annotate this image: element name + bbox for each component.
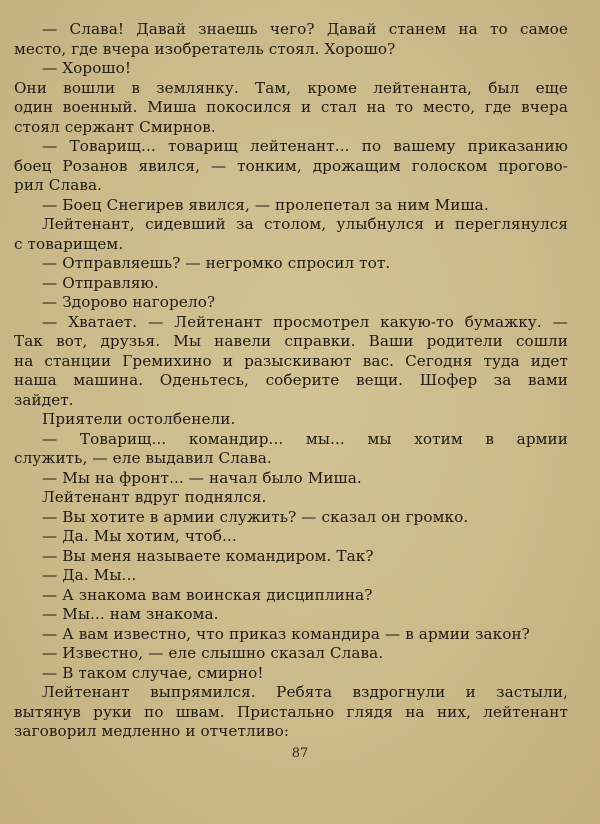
page-number: 87: [291, 746, 309, 761]
text-line: — Боец Снегирев явился, — пролепетал за ним Миша.: [42, 195, 489, 214]
text-line: — Да. Мы...: [42, 566, 137, 584]
text-line: Лейтенант выпрямился. Ребята вздрогнули и застыли,: [42, 683, 568, 701]
text-line: с товарищем.: [14, 234, 124, 253]
text-line: — Да. Мы хотим, чтоб...: [42, 527, 237, 545]
text-line: — А знакома вам воинская дисциплина?: [42, 585, 373, 604]
text-line: — В таком случае, смирно!: [42, 663, 264, 682]
text-line: служить, — еле выдавил Слава.: [14, 449, 272, 467]
text-line: заговорил медленно и отчетливо:: [14, 722, 290, 740]
text-line: наша машина. Оденьтесь, соберите вещи. Шофер за вами: [14, 371, 568, 389]
text-line: — Вы хотите в армии служить? — сказал он громко.: [42, 507, 469, 526]
text-line: — Здорово нагорело?: [42, 293, 216, 311]
text-line: — Слава! Давай знаешь чего? Давай станем на то самое: [42, 20, 568, 38]
text-line: — Отправляю.: [42, 273, 159, 292]
text-line: один военный. Миша покосился и стал на то место, где вчера: [14, 98, 568, 116]
text-line: — А вам известно, что приказ командира — в армии закон?: [42, 624, 530, 643]
text-line: Лейтенант, сидевший за столом, улыбнулся и переглянулся: [42, 215, 568, 233]
text-line: — Товарищ... товарищ лейтенант... по вашему приказанию: [42, 137, 568, 155]
text-line: на станции Гремихино и разыскивают вас. Сегодня туда идет: [14, 351, 568, 370]
text-line: — Отправляешь? — негромко спросил тот.: [42, 254, 391, 272]
text-line: боец Розанов явился, — тонким, дрожащим голоском прогово-: [14, 156, 568, 175]
text-line: рил Слава.: [14, 176, 103, 194]
text-line: зайдет.: [14, 390, 74, 409]
text-line: вытянув руки по швам. Пристально глядя на них, лейтенант: [14, 702, 568, 721]
text-line: место, где вчера изобретатель стоял. Хорошо?: [14, 39, 396, 58]
text-line: — Хорошо!: [42, 59, 132, 77]
page-text: [14, 20, 568, 742]
text-line: — Мы на фронт... — начал было Миша.: [42, 468, 362, 487]
text-line: — Вы меня называете командиром. Так?: [42, 546, 374, 565]
text-line: — Известно, — еле слышно сказал Слава.: [42, 644, 384, 662]
text-line: стоял сержант Смирнов.: [14, 117, 216, 136]
text-line: Так вот, друзья. Мы навели справки. Ваши родители сошли: [14, 332, 568, 350]
text-line: — Товарищ... командир... мы... мы хотим в армии: [42, 429, 568, 448]
text-line: — Хватает. — Лейтенант просмотрел какую-то бумажку. —: [42, 312, 568, 331]
text-line: Они вошли в землянку. Там, кроме лейтенанта, был еще: [14, 78, 568, 97]
text-line: Приятели остолбенели.: [42, 410, 236, 428]
text-line: — Мы... нам знакома.: [42, 605, 219, 623]
text-line: Лейтенант вдруг поднялся.: [42, 488, 267, 506]
